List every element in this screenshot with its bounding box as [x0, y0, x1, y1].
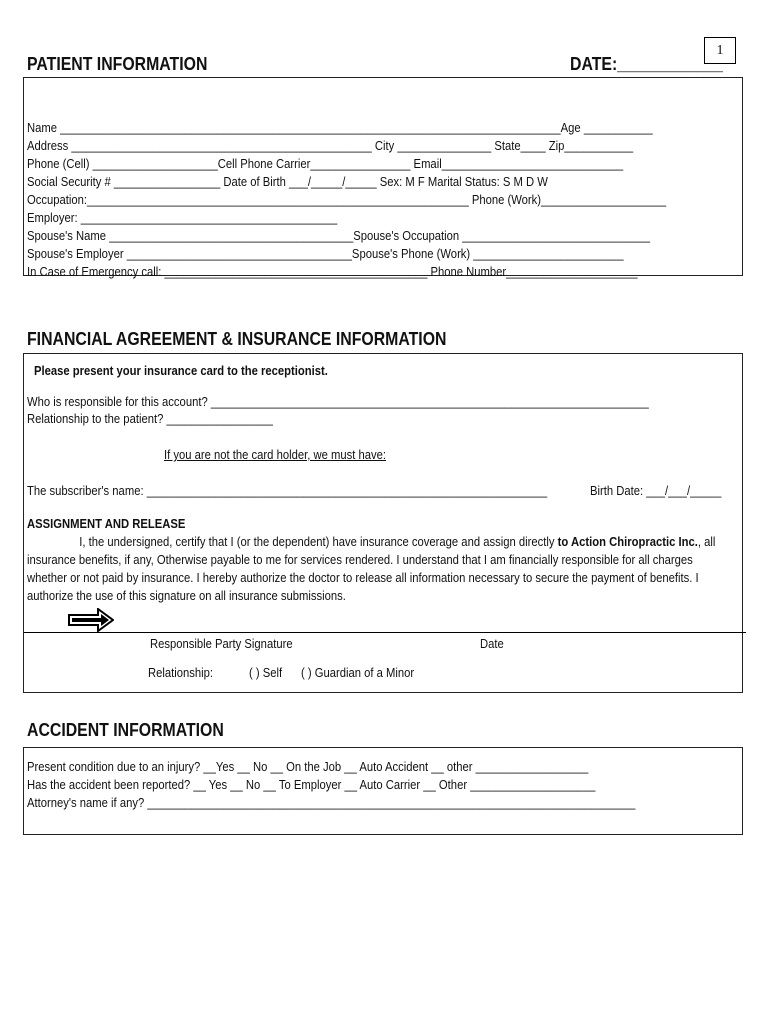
birth-date-line[interactable]: Birth Date: ___/___/_____: [590, 484, 722, 498]
emergency-line[interactable]: In Case of Emergency call: __________________________________________ Phone Number_____________________: [27, 265, 638, 279]
page-number: 1: [704, 37, 736, 64]
spouse-employer-line[interactable]: Spouse's Employer ____________________________________Spouse's Phone (Work) ________________________: [27, 247, 624, 261]
accident-lines: [27, 758, 703, 812]
financial-box: [23, 353, 743, 693]
phone-line[interactable]: Phone (Cell) ____________________Cell Phone Carrier________________ Email_____________________________: [27, 157, 624, 171]
insurance-instruction: Please present your insurance card to the receptionist.: [34, 364, 328, 378]
address-line[interactable]: Address ________________________________________________ City _______________ State____ Zip___________: [27, 139, 634, 153]
spouse-name-line[interactable]: Spouse's Name _______________________________________Spouse's Occupation ______________________________: [27, 229, 650, 243]
accident-box: [23, 747, 743, 835]
signature-label: Responsible Party Signature: [150, 637, 293, 651]
ssn-line[interactable]: Social Security # _________________ Date of Birth ___/_____/_____ Sex: M F Marital Status: S M D W: [27, 175, 548, 189]
name-line[interactable]: Name ________________________________________________________________________________Age ___________: [27, 121, 653, 135]
assignment-title: ASSIGNMENT AND RELEASE: [27, 517, 186, 531]
reported-line[interactable]: Has the accident been reported? __ Yes __ No __ To Employer __ Auto Carrier __ Other ____________________: [27, 778, 596, 792]
subscriber-name-line[interactable]: The subscriber's name: ________________________________________________________________: [27, 484, 548, 498]
option-self[interactable]: ( ) Self: [249, 666, 283, 680]
financial-section-title: FINANCIAL AGREEMENT & INSURANCE INFORMATION: [27, 329, 447, 349]
relationship-line[interactable]: Relationship to the patient? _________________: [27, 412, 273, 426]
patient-lines: [27, 119, 737, 281]
signature-date-label: Date: [480, 637, 504, 651]
signature-line[interactable]: [24, 632, 746, 633]
option-guardian[interactable]: ( ) Guardian of a Minor: [301, 666, 415, 680]
attorney-line[interactable]: Attorney's name if any? ______________________________________________________________________________: [27, 796, 636, 810]
assignment-text-1: I, the undersigned, certify that I (or the dependent) have insurance coverage and assign directly: [79, 535, 558, 549]
patient-section-title: PATIENT INFORMATION: [27, 54, 208, 74]
assignment-company: to Action Chiropractic Inc.: [557, 535, 698, 549]
accident-section-title: ACCIDENT INFORMATION: [27, 720, 224, 740]
employer-line[interactable]: Employer: _________________________________________: [27, 211, 338, 225]
assignment-text-2: , all insurance benefits, if any, Otherwise payable to me for services rendered. I understand that I am financially responsible for all charges whether or not paid by insurance. I hereby authorize the doctor to release all information necessary to secure the payment of benefits. I authorize the use of this signature on all insurance submissions.: [27, 535, 716, 603]
date-field[interactable]: DATE:____________: [570, 54, 723, 74]
occupation-line[interactable]: Occupation:_____________________________________________________________ Phone (Work)____________________: [27, 193, 667, 207]
assignment-paragraph: [27, 533, 734, 605]
card-holder-note: If you are not the card holder, we must have:: [164, 448, 387, 462]
injury-line[interactable]: Present condition due to an injury? __Yes __ No __ On the Job __ Auto Accident __ other __________________: [27, 760, 589, 774]
responsible-line[interactable]: Who is responsible for this account? ______________________________________________________________________: [27, 395, 649, 409]
patient-info-box: [23, 77, 743, 279]
relationship-label: Relationship:: [148, 666, 214, 680]
